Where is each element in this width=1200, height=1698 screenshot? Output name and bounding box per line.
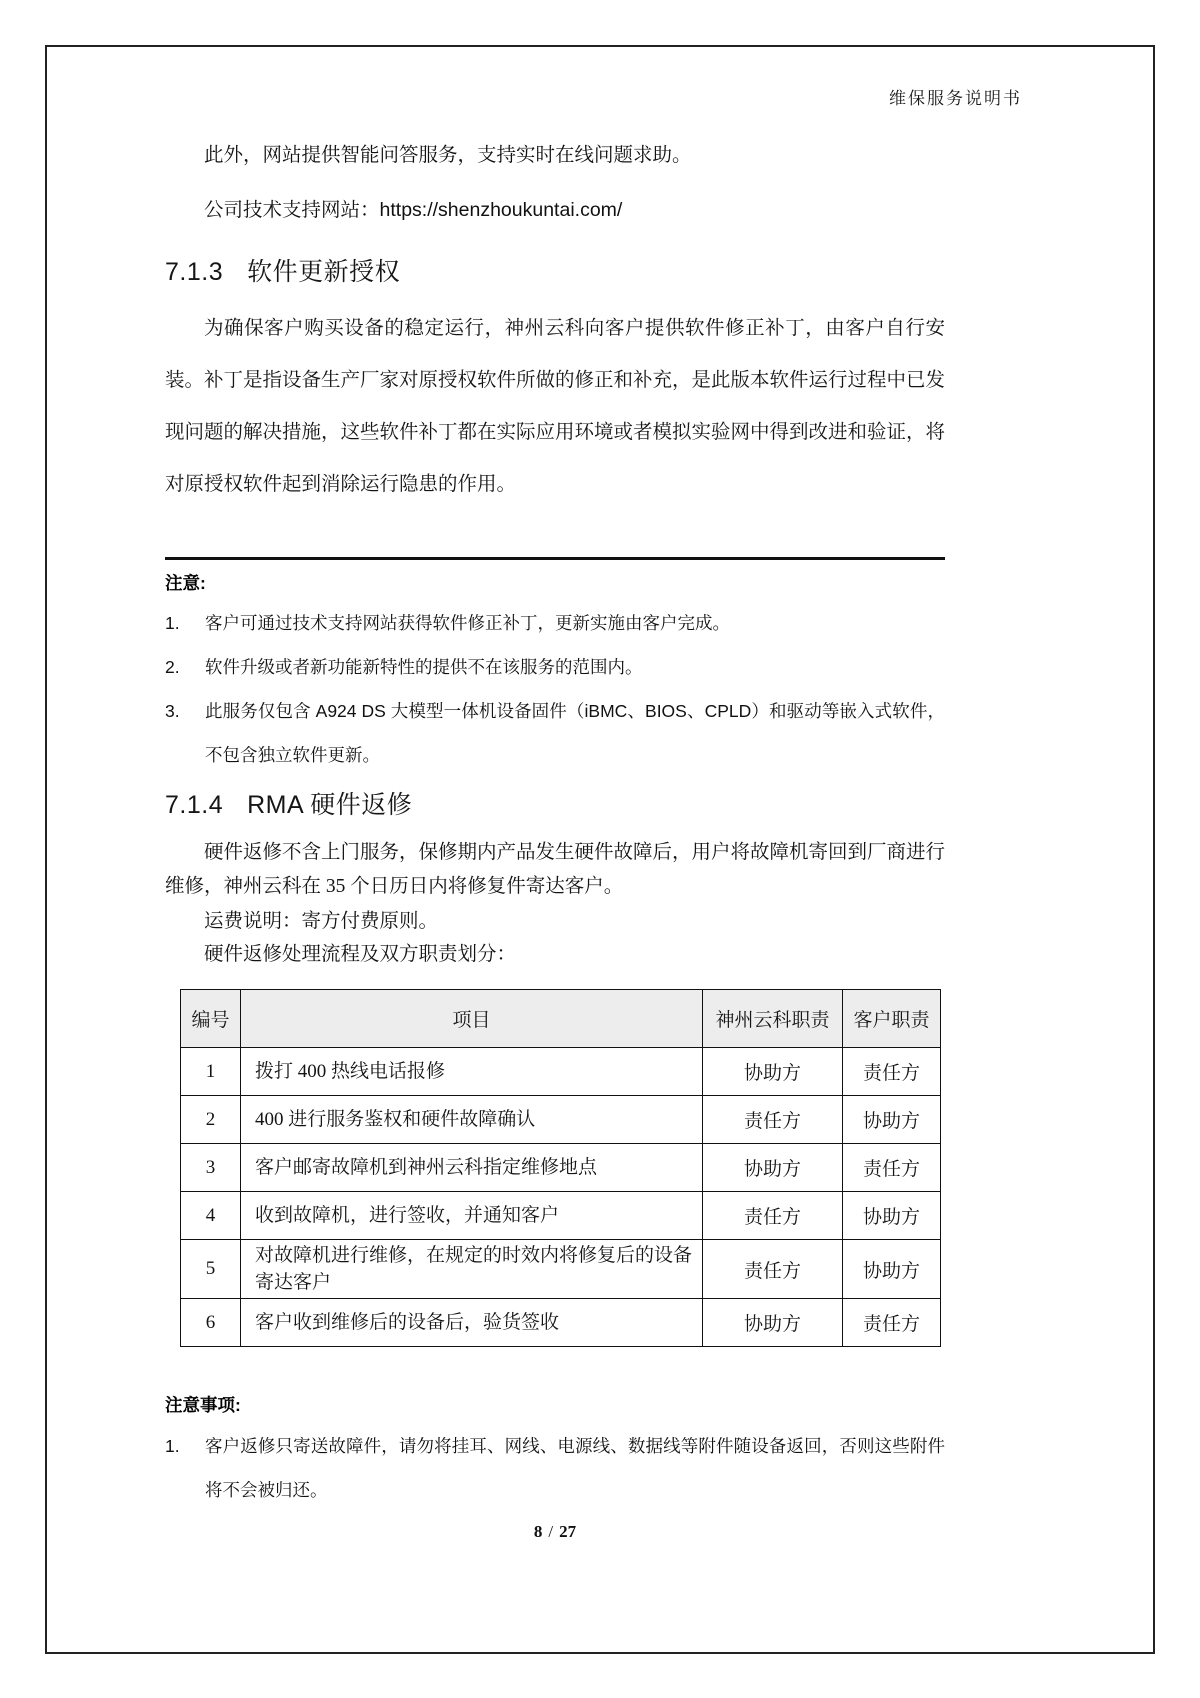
notice-label: 注意: <box>165 573 206 593</box>
support-site-url: https://shenzhoukuntai.com/ <box>379 199 623 221</box>
cell-vendor-duty: 协助方 <box>703 1048 843 1096</box>
cell-vendor-duty: 责任方 <box>703 1192 843 1240</box>
running-header: 维保服务说明书 <box>889 89 1022 108</box>
section-title: 软件更新授权 <box>247 258 401 286</box>
rma-paragraph: 硬件返修不含上门服务，保修期内产品发生硬件故障后，用户将故障机寄回到厂商进行维修，神州云科在 35 个日历日内将修复件寄达客户。 <box>165 842 946 897</box>
cell-vendor-duty: 责任方 <box>703 1240 843 1299</box>
current-page: 8 <box>533 1522 543 1541</box>
intro-paragraph: 此外，网站提供智能问答服务，支持实时在线问题求助。 <box>204 144 692 166</box>
cell-customer-duty: 责任方 <box>843 1048 941 1096</box>
cell-vendor-duty: 责任方 <box>703 1096 843 1144</box>
list-item <box>165 645 945 689</box>
shipping-note: 运费说明：寄方付费原则。 <box>204 911 439 932</box>
cell-number: 3 <box>181 1144 241 1192</box>
cell-item: 客户收到维修后的设备后，验货签收 <box>241 1299 703 1347</box>
list-item-text: 客户返修只寄送故障件，请勿将挂耳、网线、电源线、数据线等附件随设备返回，否则这些附件将不会被归还。 <box>205 1436 945 1500</box>
cell-number: 6 <box>181 1299 241 1347</box>
section-7-1-4-heading <box>165 785 945 821</box>
cell-vendor-duty: 协助方 <box>703 1299 843 1347</box>
support-site-label: 公司技术支持网站： <box>204 199 380 221</box>
header-cell-customer-duty: 客户职责 <box>843 990 941 1048</box>
cell-item: 400 进行服务鉴权和硬件故障确认 <box>241 1096 703 1144</box>
table-lead-in: 硬件返修处理流程及双方职责划分： <box>204 944 517 965</box>
cell-customer-duty: 责任方 <box>843 1299 941 1347</box>
notice-list <box>165 601 945 777</box>
list-item-number: 3. <box>165 701 180 721</box>
cell-customer-duty: 协助方 <box>843 1240 941 1299</box>
cell-vendor-duty: 协助方 <box>703 1144 843 1192</box>
list-item <box>165 601 945 645</box>
table-row <box>181 1144 941 1192</box>
section-title: RMA 硬件返修 <box>247 791 413 819</box>
list-item-number: 1. <box>165 613 180 633</box>
table-row <box>181 1096 941 1144</box>
cell-number: 5 <box>181 1240 241 1299</box>
table-row <box>181 1299 941 1347</box>
list-item-text: 软件升级或者新功能新特性的提供不在该服务的范围内。 <box>205 657 643 677</box>
cell-item: 收到故障机，进行签收，并通知客户 <box>241 1192 703 1240</box>
cell-number: 2 <box>181 1096 241 1144</box>
table-row <box>181 1192 941 1240</box>
header-cell-item: 项目 <box>241 990 703 1048</box>
section-number: 7.1.4 <box>165 791 224 819</box>
list-item-number: 1. <box>165 1436 180 1456</box>
support-site-line <box>165 197 945 223</box>
section-7-1-3-heading <box>165 252 945 288</box>
cell-customer-duty: 责任方 <box>843 1144 941 1192</box>
list-item-text: 客户可通过技术支持网站获得软件修正补丁，更新实施由客户完成。 <box>205 613 730 633</box>
header-cell-vendor-duty: 神州云科职责 <box>703 990 843 1048</box>
page-number <box>165 1522 945 1542</box>
header-cell-number: 编号 <box>181 990 241 1048</box>
notice-divider <box>165 557 945 560</box>
page-separator: / <box>548 1522 554 1541</box>
table-row <box>181 1240 941 1299</box>
cell-number: 1 <box>181 1048 241 1096</box>
cell-item: 对故障机进行维修，在规定的时效内将修复后的设备寄达客户 <box>241 1240 703 1299</box>
total-pages: 27 <box>559 1522 577 1541</box>
cell-number: 4 <box>181 1192 241 1240</box>
list-item <box>165 1424 945 1512</box>
section-7-1-3-body: 为确保客户购买设备的稳定运行，神州云科向客户提供软件修正补丁，由客户自行安装。补丁是指设备生产厂家对原授权软件所做的修正和补充，是此版本软件运行过程中已发现问题的解决措施，这些软件补丁都在实际应用环境或者模拟实验网中得到改进和验证，将对原授权软件起到消除运行隐患的作用。 <box>165 317 946 495</box>
cell-customer-duty: 协助方 <box>843 1192 941 1240</box>
section-number: 7.1.3 <box>165 258 224 286</box>
list-item <box>165 689 945 777</box>
list-item-number: 2. <box>165 657 180 677</box>
cautions-label: 注意事项: <box>165 1395 241 1415</box>
cell-customer-duty: 协助方 <box>843 1096 941 1144</box>
cell-item: 客户邮寄故障机到神州云科指定维修地点 <box>241 1144 703 1192</box>
table-row <box>181 1048 941 1096</box>
list-item-text: 此服务仅包含 A924 DS 大模型一体机设备固件（iBMC、BIOS、CPLD）和驱动等嵌入式软件，不包含独立软件更新。 <box>205 701 945 765</box>
cautions-list <box>165 1424 945 1512</box>
table-header-row <box>181 990 941 1048</box>
rma-process-table <box>180 989 941 1347</box>
cell-item: 拨打 400 热线电话报修 <box>241 1048 703 1096</box>
